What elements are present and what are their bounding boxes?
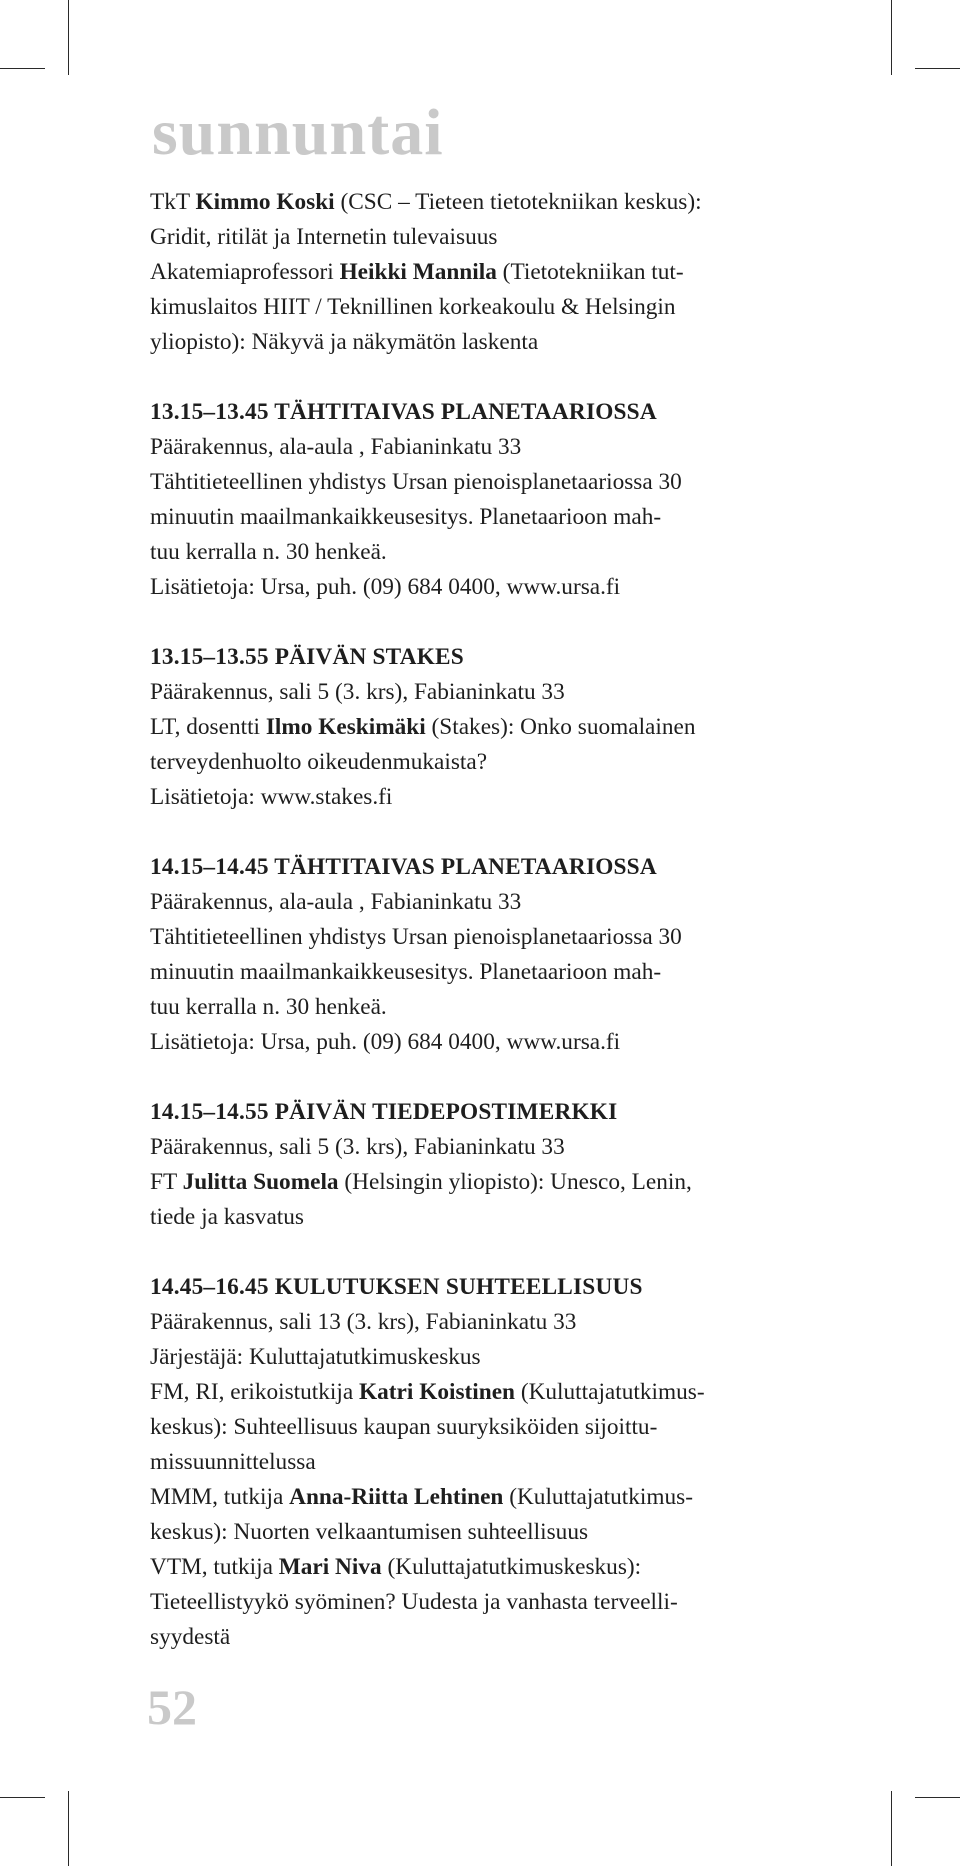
text-part: (Stakes): Onko suomalainen [425, 714, 696, 740]
crop-mark-top-left-horizontal [0, 68, 45, 69]
intro-section [150, 185, 790, 360]
text-line [150, 290, 790, 325]
text-part: tuu kerralla n. 30 henkeä. [150, 994, 387, 1020]
event-title: 14.15–14.45 TÄHTITAIVAS PLANETAARIOSSA [150, 854, 657, 880]
crop-mark-top-left [68, 0, 69, 75]
speaker-name: Ilmo Keskimäki [265, 714, 426, 740]
text-part: TkT [150, 189, 196, 215]
text-part: Akatemiaprofessori [150, 259, 340, 285]
text-line [150, 1340, 790, 1375]
text-line [150, 1200, 790, 1235]
text-line [150, 1585, 790, 1620]
text-line [150, 1550, 790, 1585]
text-line [150, 1165, 790, 1200]
text-part: Päärakennus, ala-aula , Fabianinkatu 33 [150, 434, 522, 460]
text-part: keskus): Suhteellisuus kaupan suuryksiköiden sijoittu- [150, 1414, 658, 1440]
text-part: (Kuluttajatutkimus- [503, 1484, 693, 1510]
text-part: FM, RI, erikoistutkija [150, 1379, 360, 1405]
text-line [150, 1480, 790, 1515]
text-part: syydestä [150, 1624, 231, 1650]
text-line [150, 1305, 790, 1340]
text-part: Päärakennus, sali 13 (3. krs), Fabianinkatu 33 [150, 1309, 577, 1335]
text-part: Tähtitieteellinen yhdistys Ursan pienoisplanetaariossa 30 [150, 469, 682, 495]
text-part: keskus): Nuorten velkaantumisen suhteellisuus [150, 1519, 589, 1545]
text-part: LT, dosentti [150, 714, 266, 740]
event-block [150, 1095, 790, 1235]
crop-mark-top-right [891, 0, 892, 75]
speaker-name: Julitta Suomela [182, 1169, 339, 1195]
event-block [150, 640, 790, 815]
text-part: tuu kerralla n. 30 henkeä. [150, 539, 387, 565]
speaker-name: Katri Koistinen [359, 1379, 515, 1405]
crop-mark-bottom-right [891, 1791, 892, 1866]
text-line [150, 220, 790, 255]
text-part: yliopisto): Näkyvä ja näkymätön laskenta [150, 329, 539, 355]
text-part: (Kuluttajatutkimus- [515, 1379, 705, 1405]
text-part: (CSC – Tieteen tietotekniikan keskus): [334, 189, 702, 215]
day-heading: sunnuntai [152, 96, 444, 169]
text-line [150, 780, 790, 815]
text-part: kimuslaitos HIIT / Teknillinen korkeakoulu & Helsingin [150, 294, 676, 320]
speaker-name: Mari Niva [278, 1554, 382, 1580]
text-line [150, 325, 790, 360]
text-part: tiede ja kasvatus [150, 1204, 304, 1230]
text-line [150, 990, 790, 1025]
event-block [150, 850, 790, 1060]
crop-mark-bottom-right-horizontal [915, 1797, 960, 1798]
text-part: Lisätietoja: www.stakes.fi [150, 784, 393, 810]
text-part: (Tietotekniikan tut- [496, 259, 684, 285]
text-part: missuunnittelussa [150, 1449, 316, 1475]
program-content [150, 185, 790, 1655]
event-title: 14.15–14.55 PÄIVÄN TIEDEPOSTIMERKKI [150, 1099, 618, 1125]
text-line [150, 185, 790, 220]
text-part: FT [150, 1169, 183, 1195]
text-line [150, 885, 790, 920]
text-part: Järjestäjä: Kuluttajatutkimuskeskus [150, 1344, 481, 1370]
text-line [150, 465, 790, 500]
speaker-name: Heikki Mannila [339, 259, 497, 285]
text-part: Lisätietoja: Ursa, puh. (09) 684 0400, www.ursa.fi [150, 1029, 621, 1055]
event-title: 13.15–13.55 PÄIVÄN STAKES [150, 644, 464, 670]
text-part: Gridit, ritilät ja Internetin tulevaisuus [150, 224, 498, 250]
text-line [150, 1410, 790, 1445]
text-part: terveydenhuolto oikeudenmukaista? [150, 749, 488, 775]
text-part: Päärakennus, sali 5 (3. krs), Fabianinkatu 33 [150, 679, 565, 705]
text-part: Tähtitieteellinen yhdistys Ursan pienoisplanetaariossa 30 [150, 924, 682, 950]
text-part: (Helsingin yliopisto): Unesco, Lenin, [338, 1169, 692, 1195]
text-line [150, 1130, 790, 1165]
text-line [150, 535, 790, 570]
event-block [150, 1270, 790, 1655]
text-line [150, 1445, 790, 1480]
crop-mark-bottom-left-horizontal [0, 1797, 45, 1798]
text-line [150, 570, 790, 605]
text-part: minuutin maailmankaikkeusesitys. Planetaarioon mah- [150, 959, 662, 985]
event-title: 13.15–13.45 TÄHTITAIVAS PLANETAARIOSSA [150, 399, 657, 425]
text-line [150, 745, 790, 780]
crop-mark-bottom-left [68, 1791, 69, 1866]
text-line [150, 500, 790, 535]
text-line [150, 1025, 790, 1060]
event-title: 14.45–16.45 KULUTUKSEN SUHTEELLISUUS [150, 1274, 643, 1300]
speaker-name: Anna-Riitta Lehtinen [289, 1484, 504, 1510]
text-part: MMM, tutkija [150, 1484, 290, 1510]
text-line [150, 1620, 790, 1655]
text-line [150, 1375, 790, 1410]
text-part: (Kuluttajatutkimuskeskus): [381, 1554, 642, 1580]
text-line [150, 710, 790, 745]
text-part: Päärakennus, ala-aula , Fabianinkatu 33 [150, 889, 522, 915]
text-line [150, 920, 790, 955]
event-block [150, 395, 790, 605]
text-line [150, 1515, 790, 1550]
crop-mark-top-right-horizontal [915, 68, 960, 69]
text-part: Tieteellistyykö syöminen? Uudesta ja vanhasta terveelli- [150, 1589, 678, 1615]
text-line [150, 955, 790, 990]
page-number: 52 [147, 1679, 197, 1735]
text-line [150, 255, 790, 290]
text-part: minuutin maailmankaikkeusesitys. Planetaarioon mah- [150, 504, 662, 530]
text-part: Päärakennus, sali 5 (3. krs), Fabianinkatu 33 [150, 1134, 565, 1160]
speaker-name: Kimmo Koski [195, 189, 335, 215]
text-part: Lisätietoja: Ursa, puh. (09) 684 0400, www.ursa.fi [150, 574, 621, 600]
text-line [150, 675, 790, 710]
text-line [150, 430, 790, 465]
text-part: VTM, tutkija [150, 1554, 279, 1580]
